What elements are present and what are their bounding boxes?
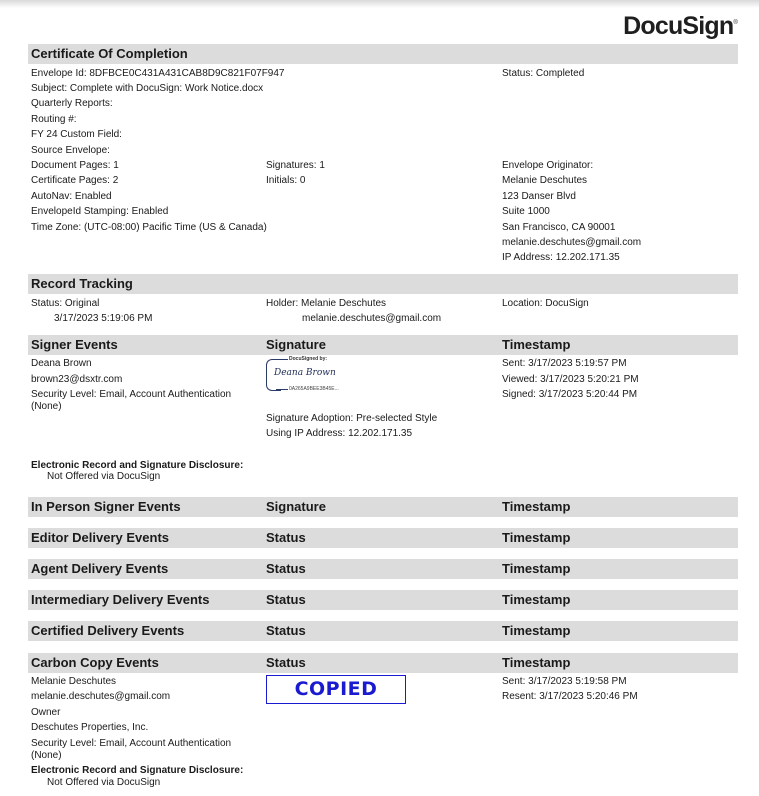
record-holder-email: melanie.deschutes@gmail.com (302, 313, 442, 324)
originator-address1: 123 Danser Blvd (502, 191, 576, 202)
timestamp-col-header: Timestamp (502, 655, 571, 670)
initials-count: Initials: 0 (266, 175, 306, 186)
routing-number: Routing #: (31, 114, 77, 125)
docusigned-by-label: DocuSigned by: (289, 356, 328, 362)
signature-col-header: Signature (266, 499, 326, 514)
originator-name: Melanie Deschutes (502, 175, 588, 186)
signature-adoption: Signature Adoption: Pre-selected Style (266, 413, 438, 424)
originator-city: San Francisco, CA 90001 (502, 222, 616, 233)
record-tracking-title: Record Tracking (31, 276, 133, 291)
certificate-header-bar (28, 44, 738, 64)
fy24-custom-field: FY 24 Custom Field: (31, 129, 122, 140)
status-col-header: Status (266, 623, 306, 638)
cc-company: Deschutes Properties, Inc. (31, 722, 149, 733)
record-holder: Holder: Melanie Deschutes (266, 298, 387, 309)
cc-resent-time: Resent: 3/17/2023 5:20:46 PM (502, 691, 638, 702)
status-col-header: Status (266, 592, 306, 607)
source-envelope: Source Envelope: (31, 145, 110, 156)
document-pages: Document Pages: 1 (31, 160, 119, 171)
envelope-id: Envelope Id: 8DFBCE0C431A431CAB8D9C821F07F947 (31, 68, 285, 79)
status-col-header: Status (266, 655, 306, 670)
page-top-shadow (0, 0, 759, 8)
signature-col-header: Signature (266, 337, 326, 352)
envelope-status: Status: Completed (502, 68, 585, 79)
signer-events-col-header: Signer Events (31, 337, 118, 352)
record-location: Location: DocuSign (502, 298, 589, 309)
cc-email: melanie.deschutes@gmail.com (31, 691, 171, 702)
timestamp-col-header: Timestamp (502, 530, 571, 545)
editor-delivery-events-header: Editor Delivery Events (31, 530, 169, 545)
certificate-title: Certificate Of Completion (31, 46, 188, 61)
originator-email: melanie.deschutes@gmail.com (502, 237, 642, 248)
carbon-copy-events-header-bar (28, 653, 738, 673)
signer-sent-time: Sent: 3/17/2023 5:19:57 PM (502, 358, 627, 369)
signer-events-header-bar (28, 335, 738, 355)
record-tracking-header-bar (28, 274, 738, 294)
docusigned-signature-image (266, 356, 346, 394)
in-person-signer-events-header-bar (28, 497, 738, 517)
copied-status-stamp: COPIED (266, 675, 406, 704)
signature-ip: Using IP Address: 12.202.171.35 (266, 428, 413, 439)
signer-name: Deana Brown (31, 358, 92, 369)
quarterly-reports: Quarterly Reports: (31, 98, 113, 109)
envelopeid-stamping: EnvelopeId Stamping: Enabled (31, 206, 169, 217)
in-person-signer-events-header: In Person Signer Events (31, 499, 181, 514)
signatures-count: Signatures: 1 (266, 160, 325, 171)
timestamp-col-header: Timestamp (502, 592, 571, 607)
certified-delivery-events-header-bar (28, 621, 738, 641)
originator-address2: Suite 1000 (502, 206, 550, 217)
status-col-header: Status (266, 530, 306, 545)
subject: Subject: Complete with DocuSign: Work Notice.docx (31, 83, 264, 94)
record-status-time: 3/17/2023 5:19:06 PM (54, 313, 153, 324)
autonav: AutoNav: Enabled (31, 191, 112, 202)
timestamp-col-header: Timestamp (502, 499, 571, 514)
agent-delivery-events-header-bar (28, 559, 738, 579)
cc-disclosure-label: Electronic Record and Signature Disclosure: (31, 765, 244, 776)
originator-label: Envelope Originator: (502, 160, 594, 171)
intermediary-delivery-events-header: Intermediary Delivery Events (31, 592, 210, 607)
signer-signed-time: Signed: 3/17/2023 5:20:44 PM (502, 389, 638, 400)
certified-delivery-events-header: Certified Delivery Events (31, 623, 185, 638)
cc-security-level-none: (None) (31, 750, 62, 761)
signature-hash: 0A265A9BEE3B45E... (289, 386, 339, 392)
editor-delivery-events-header-bar (28, 528, 738, 548)
signer-viewed-time: Viewed: 3/17/2023 5:20:21 PM (502, 374, 639, 385)
cc-title: Owner (31, 707, 61, 718)
status-col-header: Status (266, 561, 306, 576)
cc-disclosure-value: Not Offered via DocuSign (47, 777, 161, 788)
originator-ip: IP Address: 12.202.171.35 (502, 252, 620, 263)
docusign-logo: DocuSign® (623, 12, 737, 40)
cc-security-level: Security Level: Email, Account Authentication (31, 738, 232, 749)
signer-security-level-none: (None) (31, 401, 62, 412)
time-zone: Time Zone: (UTC-08:00) Pacific Time (US & Canada) (31, 222, 267, 233)
carbon-copy-events-header: Carbon Copy Events (31, 655, 159, 670)
cc-sent-time: Sent: 3/17/2023 5:19:58 PM (502, 676, 627, 687)
signature-script: Deana Brown (274, 368, 336, 378)
timestamp-col-header: Timestamp (502, 561, 571, 576)
intermediary-delivery-events-header-bar (28, 590, 738, 610)
agent-delivery-events-header: Agent Delivery Events (31, 561, 169, 576)
cc-name: Melanie Deschutes (31, 676, 117, 687)
record-status: Status: Original (31, 298, 100, 309)
timestamp-col-header: Timestamp (502, 337, 571, 352)
signer-disclosure-label: Electronic Record and Signature Disclosure: (31, 460, 244, 471)
timestamp-col-header: Timestamp (502, 623, 571, 638)
certificate-pages: Certificate Pages: 2 (31, 175, 119, 186)
signer-email: brown23@dsxtr.com (31, 374, 123, 385)
signer-security-level: Security Level: Email, Account Authentication (31, 389, 232, 400)
signer-disclosure-value: Not Offered via DocuSign (47, 471, 161, 482)
